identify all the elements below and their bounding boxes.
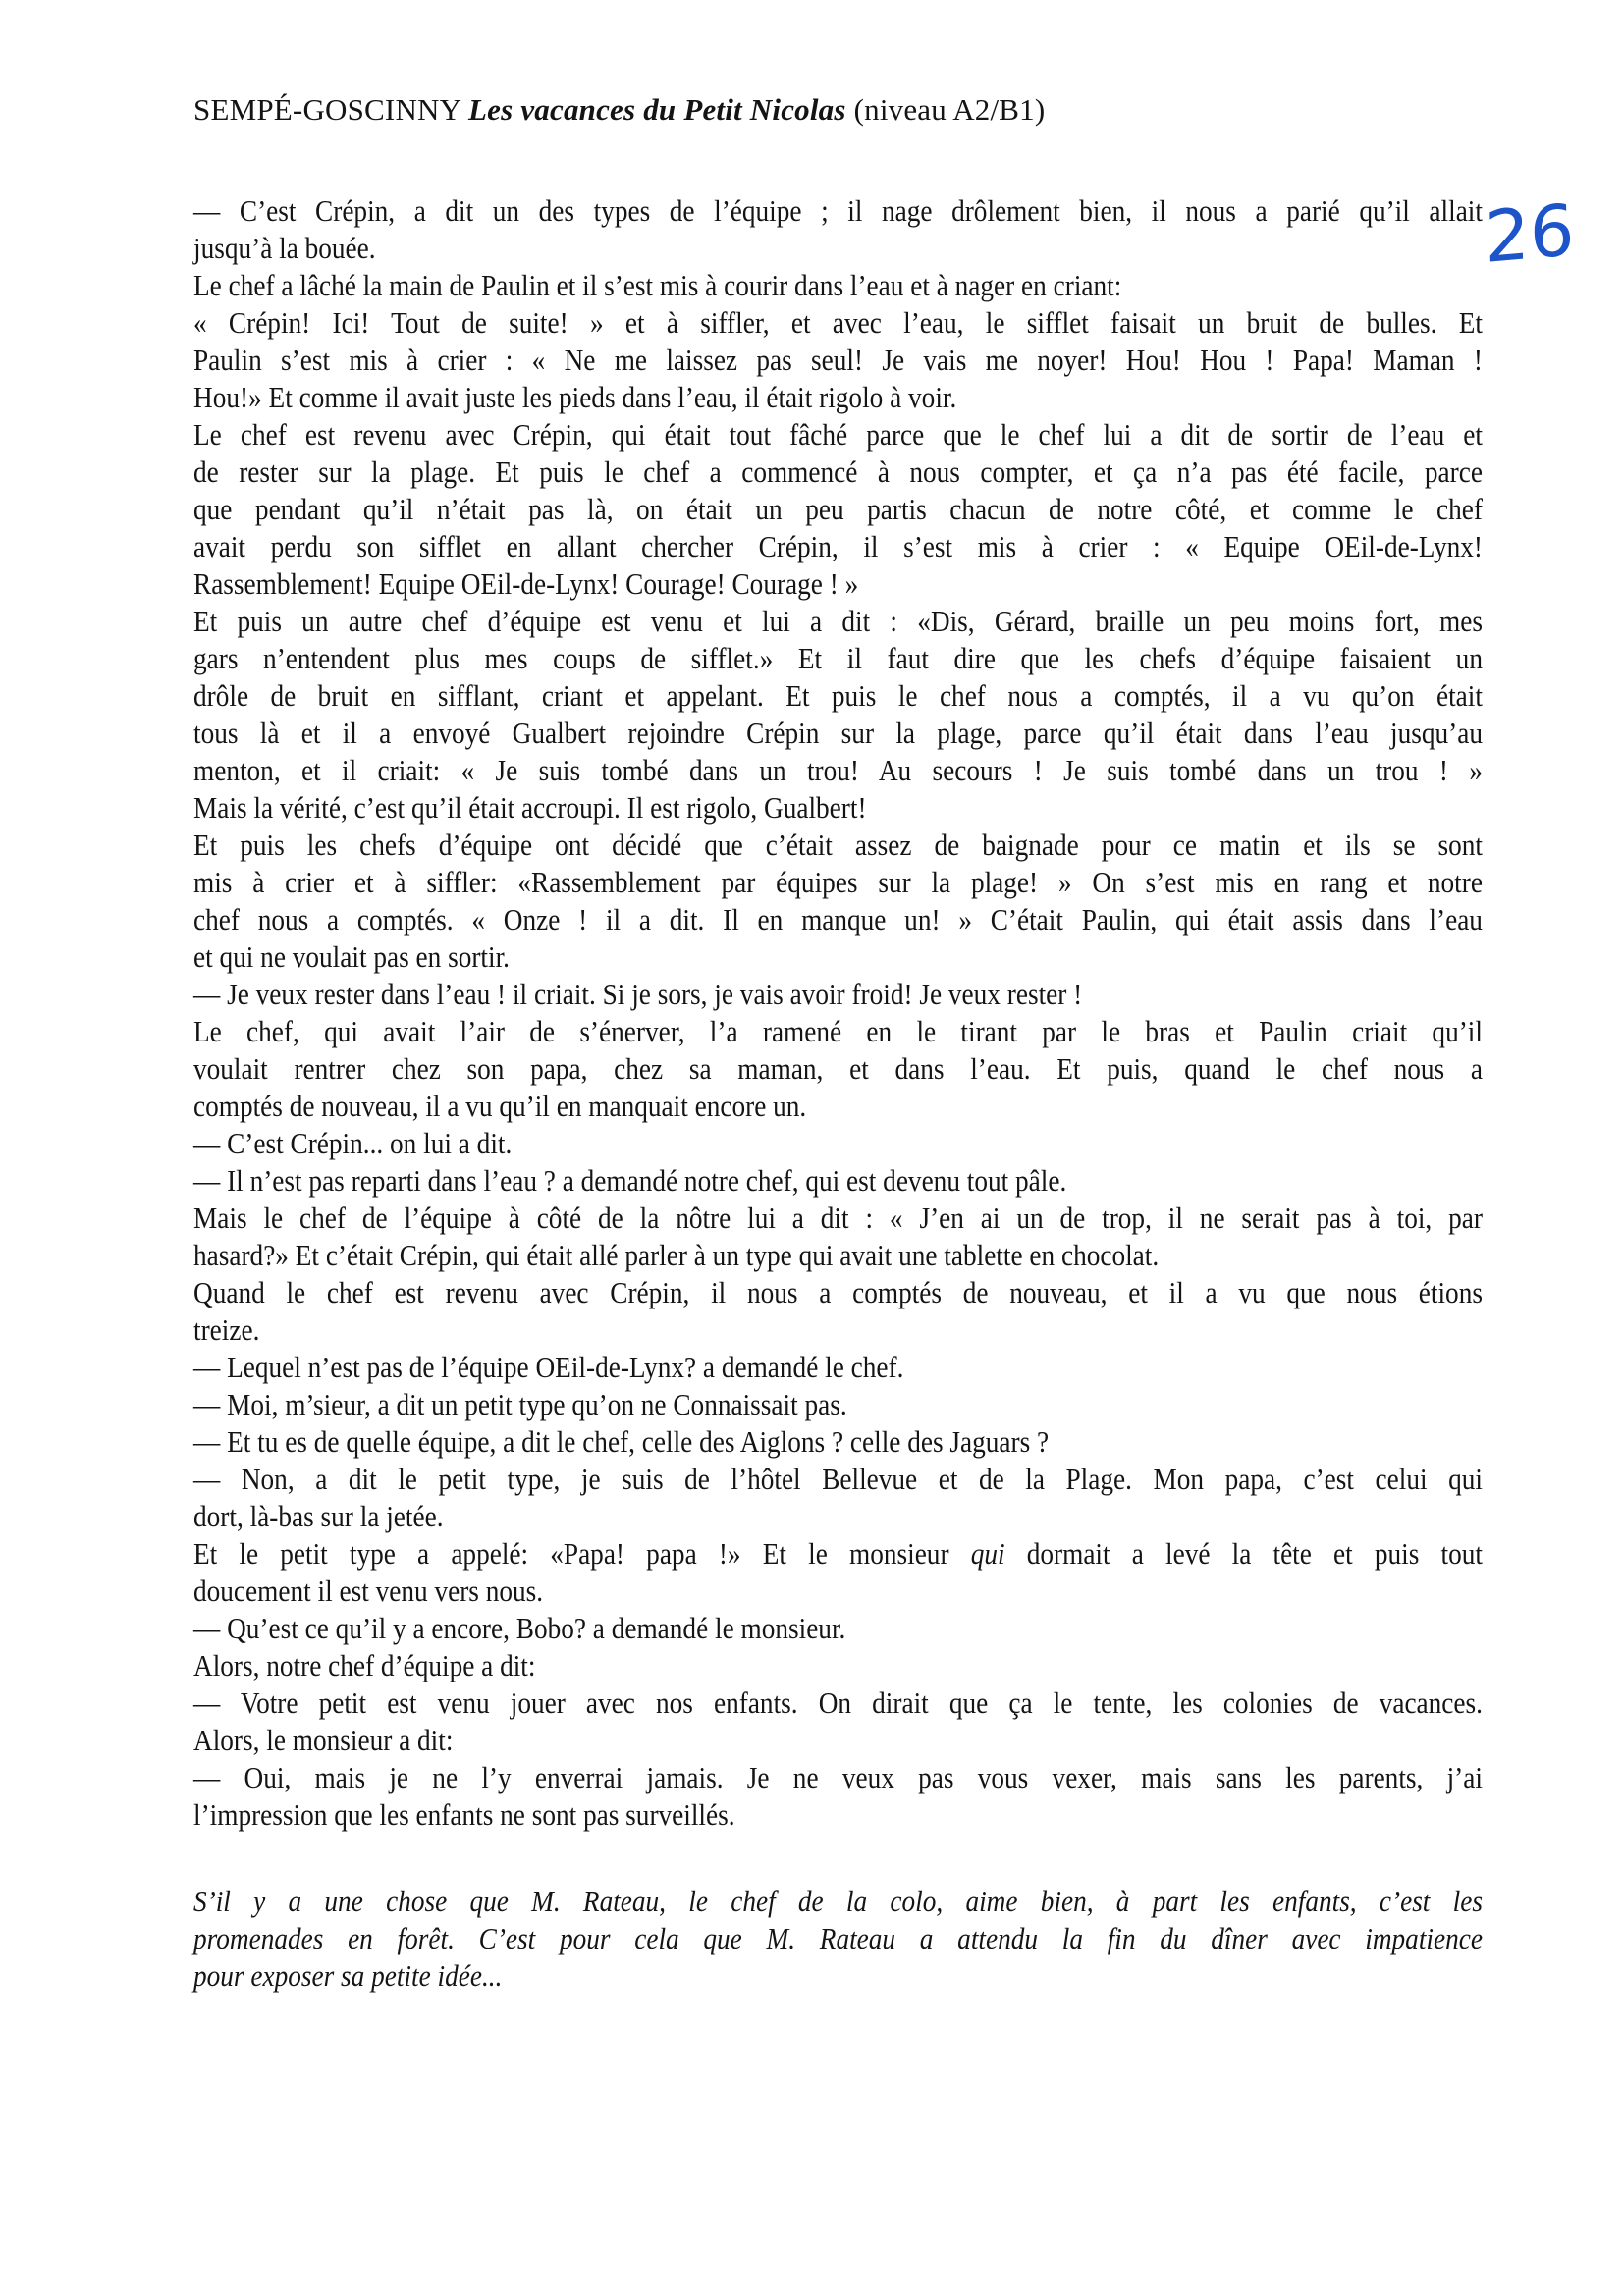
text-line: Rassemblement! Equipe OEil-de-Lynx! Courage! Courage ! »: [193, 566, 859, 601]
text-line: — C’est Crépin, a dit un des types de l’équipe ; il nage drôlement bien, il nous a parié qu’il allait: [193, 193, 1483, 228]
text-line: l’impression que les enfants ne sont pas surveillés.: [193, 1797, 735, 1832]
text-line: — Moi, m’sieur, a dit un petit type qu’on ne Connaissait pas.: [193, 1387, 847, 1421]
page-header: [193, 92, 1045, 128]
text-line: — Lequel n’est pas de l’équipe OEil-de-Lynx? a demandé le chef.: [193, 1350, 904, 1384]
text-line: doucement il est venu vers nous.: [193, 1574, 544, 1608]
text-line: — Il n’est pas reparti dans l’eau ? a demandé notre chef, qui est devenu tout pâle.: [193, 1163, 1067, 1198]
text-line: de rester sur la plage. Et puis le chef a commencé à nous compter, et ça n’a pas été facile, parce: [193, 454, 1483, 489]
header-level: (niveau A2/B1): [853, 92, 1046, 127]
text-line: Quand le chef est revenu avec Crépin, il nous a comptés de nouveau, et il a vu que nous étions: [193, 1275, 1483, 1309]
text-line: tous là et il a envoyé Gualbert rejoindre Crépin sur la plage, parce qu’il était dans l’eau jusqu’au: [193, 716, 1483, 750]
text-line: Le chef a lâché la main de Paulin et il s’est mis à courir dans l’eau et à nager en criant:: [193, 268, 1122, 302]
text-line: treize.: [193, 1312, 260, 1347]
text-line: jusqu’à la bouée.: [193, 231, 376, 265]
text-line: hasard?» Et c’était Crépin, qui était allé parler à un type qui avait une tablette en chocolat.: [193, 1238, 1160, 1272]
text-line: Mais la vérité, c’est qu’il était accroupi. Il est rigolo, Gualbert!: [193, 790, 867, 825]
text-line: voulait rentrer chez son papa, chez sa maman, et dans l’eau. Et puis, quand le chef nous a: [193, 1051, 1483, 1086]
text-line: comptés de nouveau, il a vu qu’il en manquait encore un.: [193, 1089, 807, 1123]
text-line: Mais le chef de l’équipe à côté de la nôtre lui a dit : « J’en ai un de trop, il ne serait pas à toi, par: [193, 1201, 1483, 1235]
text-line: gars n’entendent plus mes coups de sifflet.» Et il faut dire que les chefs d’équipe faisaient un: [193, 641, 1483, 675]
text-line: Paulin s’est mis à crier : « Ne me laissez pas seul! Je vais me noyer! Hou! Hou ! Papa! Maman !: [193, 343, 1483, 377]
handwritten-page-number: 26: [1484, 187, 1576, 280]
text-line: Et le petit type a appelé: «Papa! papa !» Et le monsieur qui dormait a levé la tête et puis tout: [193, 1536, 1483, 1571]
text-line: Alors, notre chef d’équipe a dit:: [193, 1648, 536, 1682]
text-line: Et puis un autre chef d’équipe est venu et lui a dit : «Dis, Gérard, braille un peu moins fort, mes: [193, 604, 1483, 638]
text-line: — Qu’est ce qu’il y a encore, Bobo? a demandé le monsieur.: [193, 1611, 846, 1645]
text-line: — Oui, mais je ne l’y enverrai jamais. Je ne veux pas vous vexer, mais sans les parents, j’ai: [193, 1760, 1483, 1794]
text-line: Alors, le monsieur a dit:: [193, 1723, 454, 1757]
header-title: Les vacances du Petit Nicolas: [468, 92, 846, 127]
text-line: Et puis les chefs d’équipe ont décidé que c’était assez de baignade pour ce matin et ils se sont: [193, 828, 1483, 862]
text-line: menton, et il criait: « Je suis tombé dans un trou! Au secours ! Je suis tombé dans un trou ! »: [193, 753, 1483, 787]
text-line: pour exposer sa petite idée...: [193, 1958, 503, 1993]
text-line: drôle de bruit en sifflant, criant et appelant. Et puis le chef nous a comptés, il a vu qu’on était: [193, 678, 1483, 713]
text-line: Hou!» Et comme il avait juste les pieds dans l’eau, il était rigolo à voir.: [193, 380, 957, 414]
text-line: chef nous a comptés. « Onze ! il a dit. Il en manque un! » C’était Paulin, qui était assis dans l’eau: [193, 902, 1483, 936]
body-text: [193, 192, 1483, 1995]
text-line: — Je veux rester dans l’eau ! il criait. Si je sors, je vais avoir froid! Je veux rester !: [193, 977, 1083, 1011]
text-line: et qui ne voulait pas en sortir.: [193, 939, 510, 974]
text-line: — Non, a dit le petit type, je suis de l’hôtel Bellevue et de la Plage. Mon papa, c’est celui qui: [193, 1462, 1483, 1496]
text-line: — Votre petit est venu jouer avec nos enfants. On dirait que ça le tente, les colonies de vacances.: [193, 1685, 1483, 1720]
text-line: « Crépin! Ici! Tout de suite! » et à siffler, et avec l’eau, le sifflet faisait un bruit de bulles. Et: [193, 305, 1483, 340]
text-line: promenades en forêt. C’est pour cela que M. Rateau a attendu la fin du dîner avec impatience: [193, 1921, 1483, 1955]
text-line: que pendant qu’il n’était pas là, on était un peu partis chacun de notre côté, et comme le chef: [193, 492, 1483, 526]
text-line: Le chef, qui avait l’air de s’énerver, l’a ramené en le tirant par le bras et Paulin criait qu’il: [193, 1014, 1483, 1048]
text-line: — C’est Crépin... on lui a dit.: [193, 1126, 513, 1160]
text-line: mis à crier et à siffler: «Rassemblement par équipes sur la plage! » On s’est mis en rang et notre: [193, 865, 1483, 899]
text-line: avait perdu son sifflet en allant chercher Crépin, il s’est mis à crier : « Equipe OEil-de-Lynx!: [193, 529, 1483, 563]
text-line: S’il y a une chose que M. Rateau, le chef de la colo, aime bien, à part les enfants, c’est les: [193, 1884, 1483, 1918]
text-line: — Et tu es de quelle équipe, a dit le chef, celle des Aiglons ? celle des Jaguars ?: [193, 1424, 1050, 1459]
text-line: Le chef est revenu avec Crépin, qui était tout fâché parce que le chef lui a dit de sortir de l’eau et: [193, 417, 1483, 452]
header-author: SEMPÉ-GOSCINNY: [193, 92, 461, 127]
text-line: dort, là-bas sur la jetée.: [193, 1499, 444, 1533]
